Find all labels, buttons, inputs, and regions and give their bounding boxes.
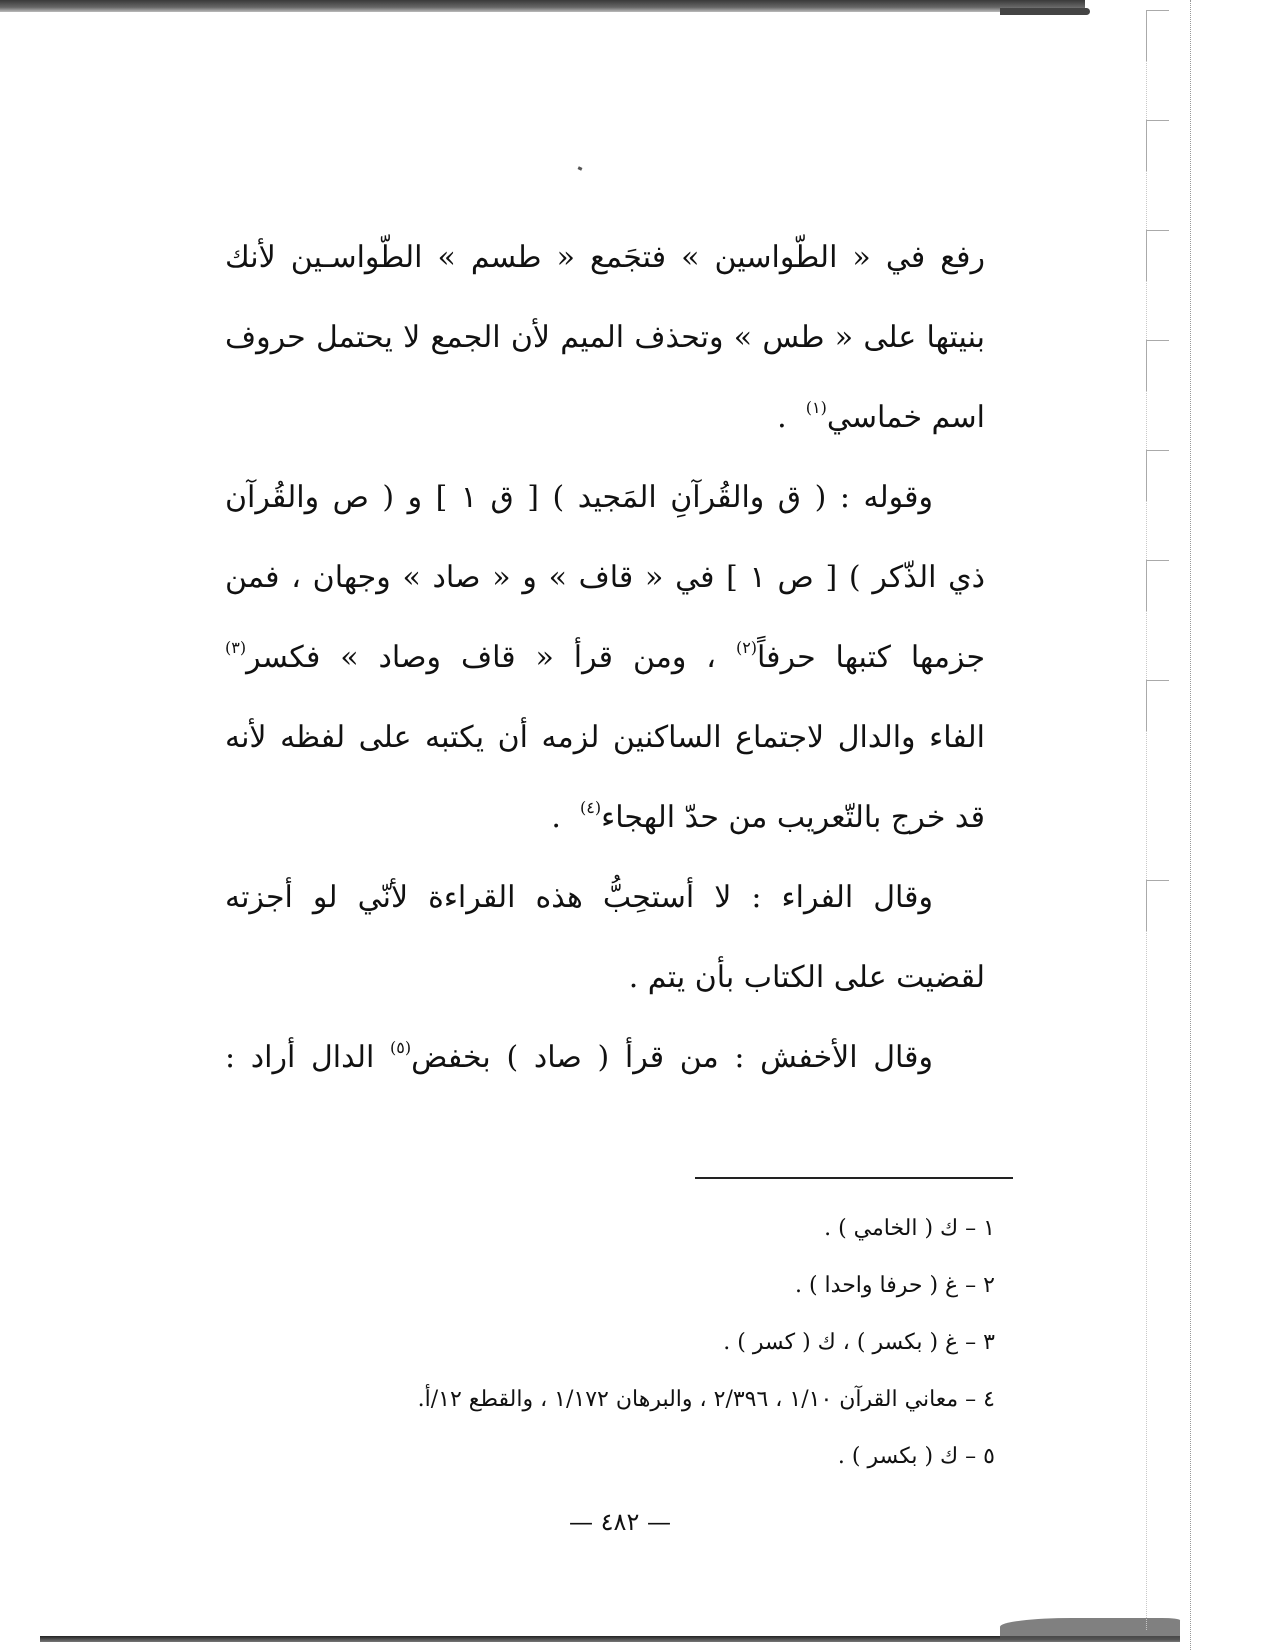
text-line	[225, 378, 985, 458]
footnote: ٤ – معاني القرآن ١/١٠ ، ٢/٣٩٦ ، والبرهان ١/١٧٢ ، والقطع ١٢/أ.	[417, 1387, 995, 1412]
text-line: لقضيت على الكتاب بأن يتم .	[628, 960, 985, 995]
sentence-period: .	[777, 400, 787, 435]
text-line-content: قد خرج بالتّعريب من حدّ الهجاء	[601, 800, 985, 835]
text-line	[225, 1018, 985, 1098]
sentence-period: .	[551, 800, 561, 835]
text-line	[225, 778, 985, 858]
scan-edge-mark	[1146, 120, 1169, 171]
text-line-content: وقال الأخفش : من قرأ ( صاد ) بخفض	[411, 1040, 933, 1075]
footnote-reference: (٤)	[580, 798, 602, 817]
footnote-reference: (٣)	[225, 638, 247, 657]
footnote: ٥ – ك ( بكسر ) .	[837, 1444, 995, 1469]
page-number: — ٤٨٢ —	[569, 1508, 671, 1536]
scan-edge-mark	[1146, 230, 1169, 281]
text-line: وقوله : ( ق والقُرآنِ المَجيد ) [ ق ١ ] و ( ص والقُرآن	[225, 480, 933, 515]
scan-edge-line	[1190, 0, 1192, 1650]
footnote-reference: (٢)	[735, 638, 758, 657]
footnote-reference: (٥)	[390, 1038, 412, 1057]
text-line-content: اسم خماسي	[826, 400, 985, 435]
scan-edge-mark	[1146, 680, 1169, 731]
footnote-reference: (١)	[805, 398, 827, 417]
text-line-content: الدال أراد :	[225, 1040, 375, 1075]
text-line: وقال الفراء : لا أستحِبُّ هذه القراءة لأنّي لو أجزته	[225, 880, 933, 915]
footnote: ٣ – غ ( بكسر ) ، ك ( كسر ) .	[723, 1330, 995, 1355]
text-line: الفاء والدال لاجتماع الساكنين لزمه أن يكتبه على لفظه لأنه	[225, 720, 985, 755]
scan-speck	[578, 166, 583, 170]
scan-edge-mark	[1146, 450, 1169, 501]
scan-edge-mark	[1146, 880, 1169, 931]
scan-border-top	[0, 0, 1085, 12]
footnote: ٢ – غ ( حرفا واحدا ) .	[794, 1273, 995, 1298]
scan-edge-mark	[1146, 340, 1169, 391]
text-line: بنيتها على « طس » وتحذف الميم لأن الجمع لا يحتمل حروف	[225, 320, 985, 355]
text-line	[225, 618, 985, 698]
scan-edge-mark	[1146, 10, 1169, 61]
scan-blot	[1000, 1618, 1180, 1640]
body-text	[225, 218, 985, 1098]
scan-border-top-tail	[1000, 8, 1090, 15]
scan-edge-mark	[1146, 560, 1169, 611]
footnote: ١ – ك ( الخامي ) .	[824, 1216, 995, 1241]
text-line-content: جزمها كتبها حرفاً	[757, 640, 985, 675]
footnotes	[235, 1200, 995, 1485]
text-line: ذي الذّكر ) [ ص ١ ] في « قاف » و « صاد » وجهان ، فمن	[225, 560, 985, 595]
text-line-content: ، ومن قرأ « قاف وصاد » فكسر	[246, 640, 716, 675]
text-line: رفع في « الطّواسين » فتجَمع « طسم » الطّواسـين لأنك	[225, 240, 985, 275]
footnote-separator	[695, 1177, 1013, 1179]
